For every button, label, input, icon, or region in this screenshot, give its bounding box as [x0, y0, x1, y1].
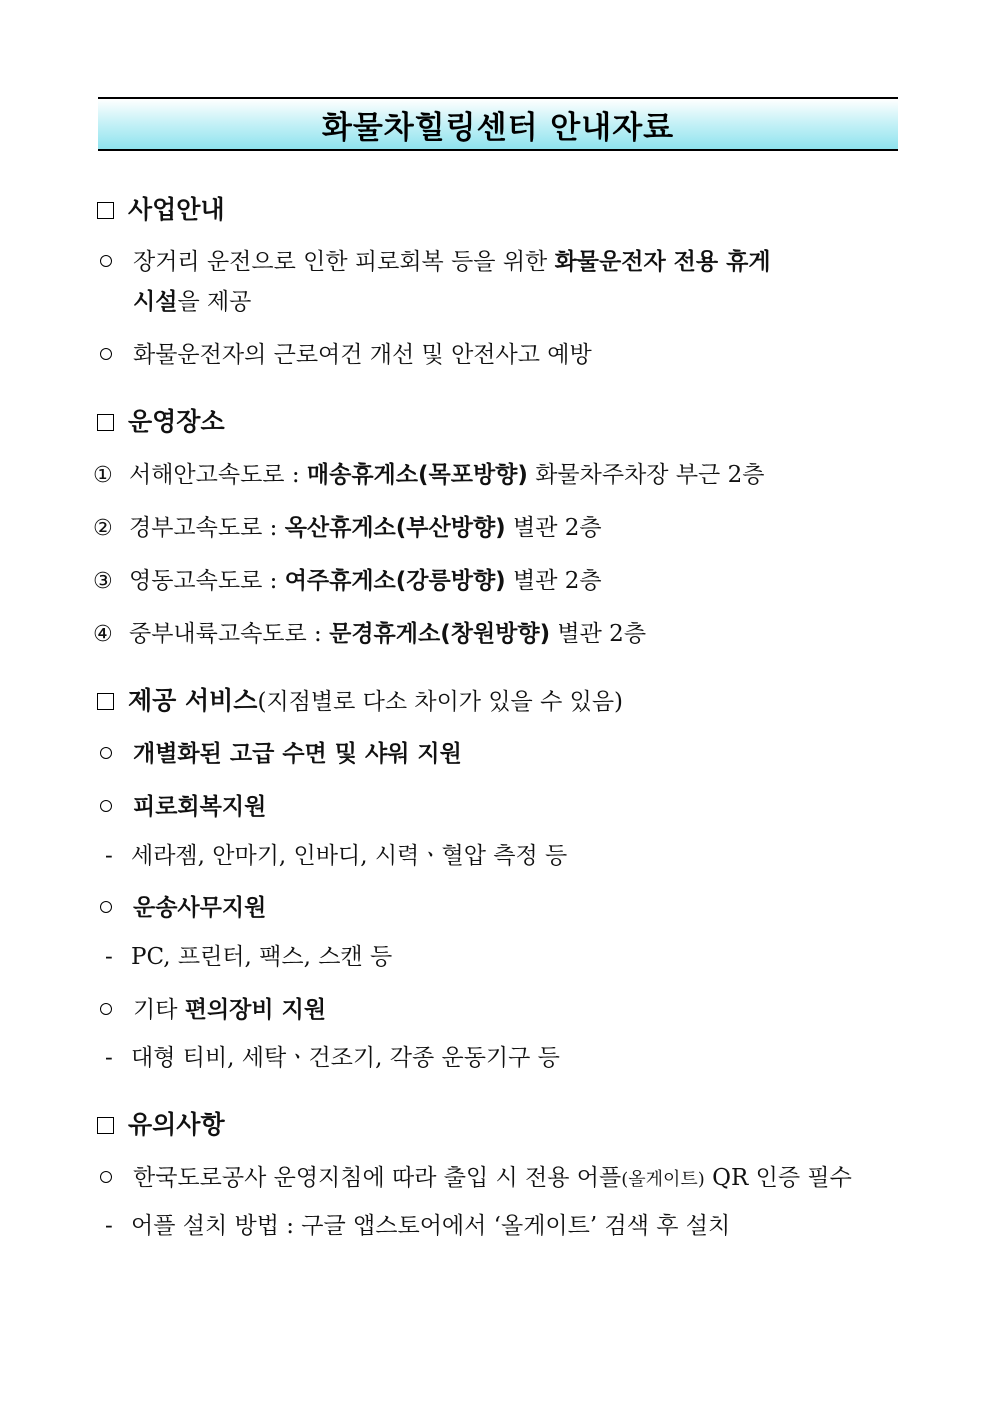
hollow-circle-icon	[100, 747, 112, 759]
sub-item: - 대형 티비, 세탁ㆍ건조기, 각종 운동기구 등	[105, 1045, 560, 1071]
square-box-icon	[97, 693, 114, 710]
hollow-circle-icon	[100, 800, 112, 812]
list-item: 기타 편의장비 지원	[97, 995, 326, 1025]
square-box-icon	[97, 202, 114, 219]
list-item: 장거리 운전으로 인한 피로회복 등을 위한 화물운전자 전용 휴게	[97, 247, 771, 277]
list-item: 개별화된 고급 수면 및 샤워 지원	[97, 739, 462, 769]
hollow-circle-icon	[100, 1171, 112, 1183]
section-heading-business: 사업안내	[97, 195, 225, 225]
list-item-continuation: 시설을 제공	[133, 289, 252, 315]
list-item: 운송사무지원	[97, 893, 266, 923]
square-box-icon	[97, 414, 114, 431]
list-item: 피로회복지원	[97, 792, 266, 822]
sub-item: - 어플 설치 방법 : 구글 앱스토어에서 ‘올게이트’ 검색 후 설치	[105, 1213, 731, 1239]
section-heading-services: 제공 서비스(지점별로 다소 차이가 있을 수 있음)	[97, 686, 623, 717]
document-title-banner	[98, 97, 898, 151]
location-item: ① 서해안고속도로 : 매송휴게소(목포방향) 화물차주차장 부근 2층	[93, 462, 765, 488]
list-item: 한국도로공사 운영지침에 따라 출입 시 전용 어플(올게이트) QR 인증 필수	[97, 1163, 852, 1195]
sub-item: - 세라젬, 안마기, 인바디, 시력ㆍ혈압 측정 등	[105, 843, 568, 869]
document-title: 화물차힐링센터 안내자료	[321, 109, 675, 146]
hollow-circle-icon	[100, 255, 112, 267]
location-item: ③ 영동고속도로 : 여주휴게소(강릉방향) 별관 2층	[93, 568, 602, 594]
section-heading-locations: 운영장소	[97, 407, 225, 437]
list-item: 화물운전자의 근로여건 개선 및 안전사고 예방	[97, 340, 592, 370]
section-heading-notes: 유의사항	[97, 1110, 225, 1140]
square-box-icon	[97, 1117, 114, 1134]
hollow-circle-icon	[100, 1003, 112, 1015]
sub-item: - PC, 프린터, 팩스, 스캔 등	[105, 944, 393, 970]
hollow-circle-icon	[100, 348, 112, 360]
location-item: ② 경부고속도로 : 옥산휴게소(부산방향) 별관 2층	[93, 515, 602, 541]
hollow-circle-icon	[100, 901, 112, 913]
location-item: ④ 중부내륙고속도로 : 문경휴게소(창원방향) 별관 2층	[93, 621, 647, 647]
